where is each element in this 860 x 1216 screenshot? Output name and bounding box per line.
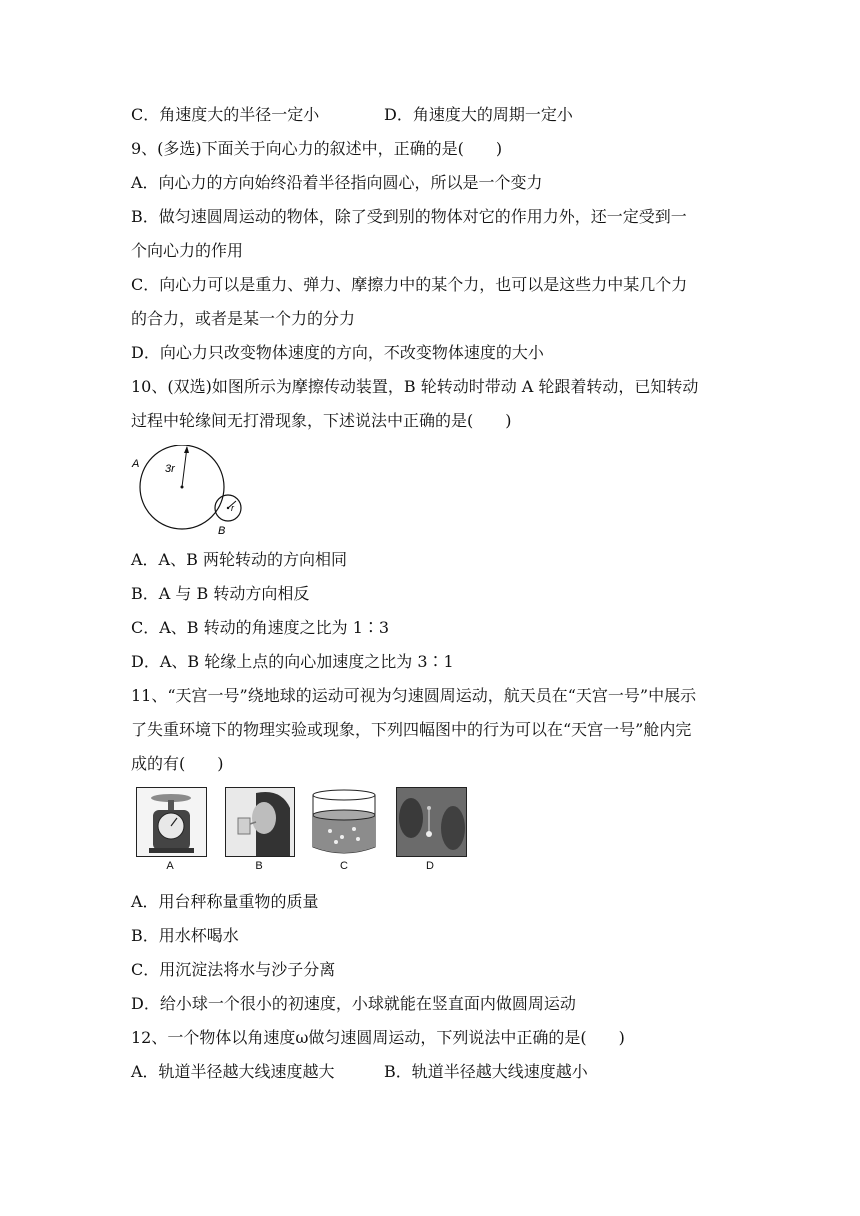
q11-stem-line1: 11、“天宫一号”绕地球的运动可视为匀速圆周运动，航天员在“天宫一号”中展示 bbox=[131, 686, 697, 705]
q9-option-c-line2: 的合力，或者是某一个力的分力 bbox=[131, 309, 356, 328]
q8-option-d: D．角速度大的周期一定小 bbox=[384, 105, 573, 124]
sedimentation-photo bbox=[310, 787, 379, 855]
q11-option-c: C．用沉淀法将水与沙子分离 bbox=[131, 960, 336, 979]
q11-stem-line3: 成的有( ) bbox=[131, 754, 224, 773]
q9-option-d: D．向心力只改变物体速度的方向，不改变物体速度的大小 bbox=[131, 343, 544, 362]
q11-option-b: B．用水杯喝水 bbox=[131, 926, 239, 945]
q11-option-d: D．给小球一个很小的初速度，小球就能在竖直面内做圆周运动 bbox=[131, 994, 576, 1013]
wheel-a-radius-label: 3r bbox=[165, 463, 175, 475]
friction-drive-diagram bbox=[128, 445, 248, 540]
q10-option-b: B．A 与 B 转动方向相反 bbox=[131, 584, 310, 603]
scale-photo bbox=[136, 787, 207, 857]
wheel-b-label: B bbox=[218, 525, 226, 537]
q10-option-c: C．A、B 转动的角速度之比为 1∶3 bbox=[131, 618, 390, 637]
q9-option-a: A．向心力的方向始终沿着半径指向圆心，所以是一个变力 bbox=[131, 173, 543, 192]
q12-options bbox=[131, 1062, 588, 1082]
photo-caption-a: A bbox=[166, 860, 174, 872]
q12-option-a: A．轨道半径越大线速度越大 bbox=[131, 1062, 335, 1081]
wheel-b-radius-label: r bbox=[231, 503, 234, 513]
q8-option-c: C．角速度大的半径一定小 bbox=[131, 105, 320, 124]
photo-caption-d: D bbox=[426, 860, 434, 872]
photo-caption-c: C bbox=[340, 860, 348, 872]
q12-option-b: B．轨道半径越大线速度越小 bbox=[384, 1062, 588, 1081]
q9-option-b-line1: B．做匀速圆周运动的物体，除了受到别的物体对它的作用力外，还一定受到一 bbox=[131, 207, 687, 226]
q10-option-d: D．A、B 轮缘上点的向心加速度之比为 3∶1 bbox=[131, 652, 454, 671]
q10-option-a: A．A、B 两轮转动的方向相同 bbox=[131, 550, 347, 569]
q10-stem-line1: 10、(双选)如图所示为摩擦传动装置，B 轮转动时带动 A 轮跟着转动，已知转动 bbox=[131, 377, 699, 396]
q12-stem: 12、一个物体以角速度ω做匀速圆周运动，下列说法中正确的是( ) bbox=[131, 1028, 625, 1047]
q9-option-b-line2: 个向心力的作用 bbox=[131, 241, 244, 260]
drinking-photo bbox=[225, 787, 295, 857]
q9-stem: 9、(多选)下面关于向心力的叙述中，正确的是( ) bbox=[131, 139, 503, 158]
q11-stem-line2: 了失重环境下的物理实验或现象，下列四幅图中的行为可以在“天宫一号”舱内完 bbox=[131, 720, 692, 739]
q9-option-c-line1: C．向心力可以是重力、弹力、摩擦力中的某个力，也可以是这些力中某几个力 bbox=[131, 275, 688, 294]
q8-options bbox=[131, 105, 573, 125]
q11-option-a: A．用台秤称量重物的质量 bbox=[131, 892, 319, 911]
photo-caption-b: B bbox=[255, 860, 263, 872]
q10-stem-line2: 过程中轮缘间无打滑现象，下述说法中正确的是( ) bbox=[131, 411, 512, 430]
pendulum-photo bbox=[396, 787, 467, 857]
wheel-a-label: A bbox=[132, 458, 140, 470]
